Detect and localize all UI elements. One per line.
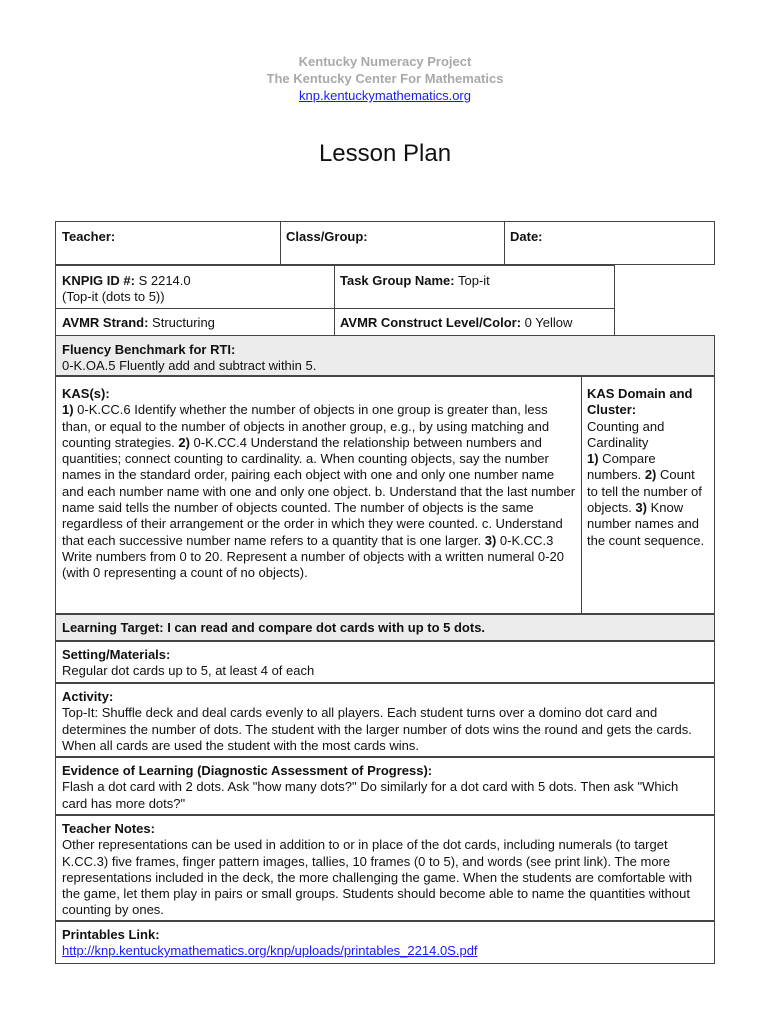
org-website-link[interactable]: knp.kentuckymathematics.org	[299, 88, 471, 103]
activity-content	[56, 684, 712, 759]
teacher-notes-section	[55, 815, 715, 921]
activity-label: Activity:	[62, 689, 114, 704]
knpig-id-value: S 2214.0	[134, 273, 191, 288]
domain-cluster-3: Know number names and the count sequence.	[587, 500, 705, 548]
kas-standard-1: 0-K.CC.6 Identify whether the number of objects in one group is greater than, less than, or equal to the number of objects in another group, e.g., by using matching and counting strategies.	[62, 402, 550, 450]
org-name: Kentucky Numeracy Project	[298, 54, 472, 69]
fluency-benchmark-section	[55, 335, 715, 376]
setting-materials-section	[55, 641, 715, 683]
teacher-field: Teacher:	[62, 229, 116, 244]
domain-number-3: 3)	[635, 500, 647, 516]
knpig-id-label: KNPIG ID #:	[62, 273, 135, 288]
kas-standard-2: 0-K.CC.4 Understand the relationship between numbers and quantities; connect counting to cardinality. a. When counting objects, say the number names in the standard order, pairing each object with one and only one number name and each number name with one and only one object. b. Understand that the last number name said tells the number of objects counted. The number of objects is the same regardless of their arrangement or the order in which they were counted. c. Understand that each successive number name refers to a quantity that is one larger.	[62, 434, 576, 548]
task-group-value: Top-it	[454, 273, 490, 288]
activity-section	[55, 683, 715, 757]
kas-domain-label: KAS Domain and Cluster:	[587, 386, 693, 418]
setting-content	[56, 642, 712, 684]
teacher-class-date-row	[55, 221, 715, 265]
evidence-text: Flash a dot card with 2 dots. Ask "how many dots?" Do similarly for a dot card with 5 dots. Then ask "Which card has more dots?"	[62, 779, 679, 811]
fluency-text: 0-K.OA.5 Fluently add and subtract within 5.	[62, 358, 317, 373]
knpig-id-cell	[56, 268, 334, 310]
date-field: Date:	[510, 229, 543, 244]
domain-number-2: 2)	[644, 467, 657, 483]
fluency-label: Fluency Benchmark for RTI:	[62, 342, 236, 357]
avmr-strand-label: AVMR Strand:	[62, 315, 149, 330]
kas-domain-text: Counting and Cardinality	[587, 418, 665, 450]
avmr-strand-value: Structuring	[148, 315, 215, 330]
kas-domain-cluster	[581, 381, 713, 554]
kas-standard-3: 0-K.CC.3 Write numbers from 0 to 20. Represent a number of objects with a written numeral 0-20 (with 0 representing a count of no objects).	[62, 532, 564, 581]
printables-section	[55, 921, 715, 964]
printables-link[interactable]: http://knp.kentuckymathematics.org/knp/uploads/printables_2214.0S.pdf	[62, 943, 478, 958]
teacher-notes-label: Teacher Notes:	[62, 821, 155, 836]
evidence-content	[56, 758, 712, 817]
domain-cluster-2: Count to tell the number of objects.	[587, 467, 702, 516]
activity-text: Top-It: Shuffle deck and deal cards evenly to all players. Each student turns over a domino dot card and determines the number of dots. The student with the larger number of dots wins the round and gets the cards. When all cards are used the student with the most cards wins.	[62, 705, 692, 753]
printables-label: Printables Link:	[62, 927, 160, 942]
kas-standards	[56, 381, 582, 587]
domain-cluster-1: Compare numbers.	[587, 451, 656, 483]
teacher-notes-text: Other representations can be used in addition to or in place of the dot cards, including numerals (to target K.CC.3) five frames, finger pattern images, tallies, 10 frames (0 to 5), and words (see print link). The more representations included in the deck, the more challenging the game. When the students are comfortable with the game, let them play in pairs or small groups. Students should become able to name the quantities without counting by ones.	[62, 837, 693, 918]
page-title: Lesson Plan	[318, 140, 452, 167]
kas-section	[55, 376, 715, 614]
kas-number-2: 2)	[178, 434, 190, 450]
printables-content	[56, 922, 712, 964]
setting-text: Regular dot cards up to 5, at least 4 of each	[62, 663, 315, 678]
kas-number-1: 1)	[62, 402, 74, 418]
knpig-id-subtitle: (Top-it (dots to 5))	[62, 289, 165, 304]
kas-number-3: 3)	[484, 532, 497, 548]
class-group-field: Class/Group:	[286, 229, 368, 244]
id-block	[55, 265, 615, 336]
evidence-section	[55, 757, 715, 815]
avmr-construct-label: AVMR Construct Level/Color:	[340, 315, 522, 330]
fluency-content	[56, 337, 712, 379]
task-group-cell	[334, 268, 614, 294]
learning-target-section	[55, 614, 715, 641]
learning-target-text: Learning Target: I can read and compare dot cards with up to 5 dots.	[62, 620, 486, 635]
avmr-construct-cell	[334, 310, 614, 336]
org-center: The Kentucky Center For Mathematics	[266, 71, 504, 86]
evidence-label: Evidence of Learning (Diagnostic Assessment of Progress):	[62, 763, 433, 778]
avmr-strand-cell	[56, 310, 334, 336]
task-group-label: Task Group Name:	[340, 273, 455, 288]
avmr-construct-value: 0 Yellow	[521, 315, 573, 330]
domain-number-1: 1)	[587, 451, 599, 467]
teacher-notes-content	[56, 816, 712, 924]
setting-label: Setting/Materials:	[62, 647, 171, 662]
document-header	[0, 53, 770, 105]
kas-label: KAS(s):	[62, 386, 110, 401]
